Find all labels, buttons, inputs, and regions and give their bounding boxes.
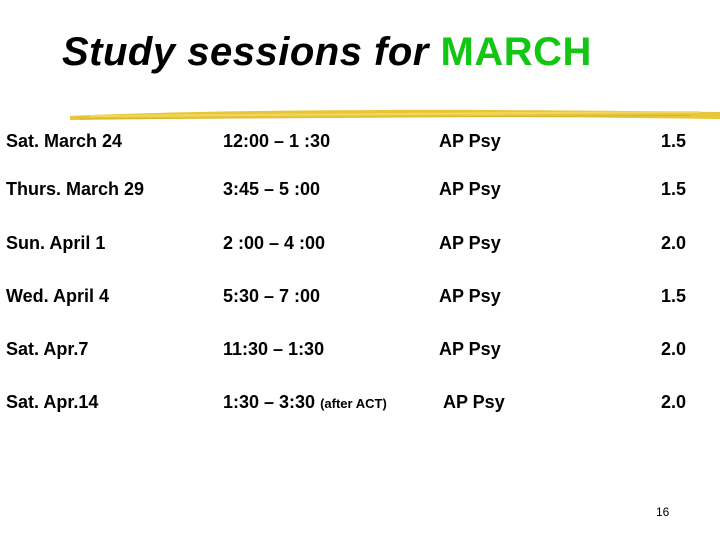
session-date: Thurs. March 29 [6,179,145,199]
session-subject: AP Psy [439,131,501,151]
session-time-range: 3:45 – 5 :00 [223,179,321,199]
session-row [0,126,720,156]
session-hours: 2.0 [660,392,686,412]
session-subject: AP Psy [439,179,501,199]
session-date: Sat. Apr.7 [6,339,89,359]
session-date: Wed. April 4 [6,286,110,306]
session-date: Sun. April 1 [6,233,106,253]
session-row [0,174,720,204]
session-subject: AP Psy [439,339,501,359]
session-time-range: 1:30 – 3:30 [223,392,316,412]
session-time-note: (after ACT) [320,396,387,411]
title-accent: MARCH [440,30,592,74]
session-time-range: 11:30 – 1:30 [223,339,325,359]
session-time [223,281,320,311]
slide-title [62,30,592,75]
session-time [223,387,387,419]
session-hours: 1.5 [660,286,686,306]
session-row [0,387,720,417]
session-time [223,228,325,258]
session-hours: 2.0 [660,339,686,359]
session-time-range: 12:00 – 1 :30 [223,131,331,151]
session-subject: AP Psy [439,286,501,306]
session-time-range: 5:30 – 7 :00 [223,286,321,306]
session-subject: AP Psy [443,392,505,412]
session-time [223,174,320,204]
page-number: 16 [656,505,670,519]
session-row [0,334,720,364]
session-row [0,281,720,311]
title-main: Study sessions for [62,30,429,74]
session-time-range: 2 :00 – 4 :00 [223,233,326,253]
session-time [223,334,324,364]
session-date: Sat. Apr.14 [6,392,99,412]
session-date: Sat. March 24 [6,131,123,151]
session-hours: 1.5 [660,179,686,199]
session-subject: AP Psy [439,233,501,253]
session-row [0,228,720,258]
session-hours: 2.0 [660,233,686,253]
session-hours: 1.5 [660,131,686,151]
title-underline-rule [0,100,720,126]
session-time [223,126,330,156]
